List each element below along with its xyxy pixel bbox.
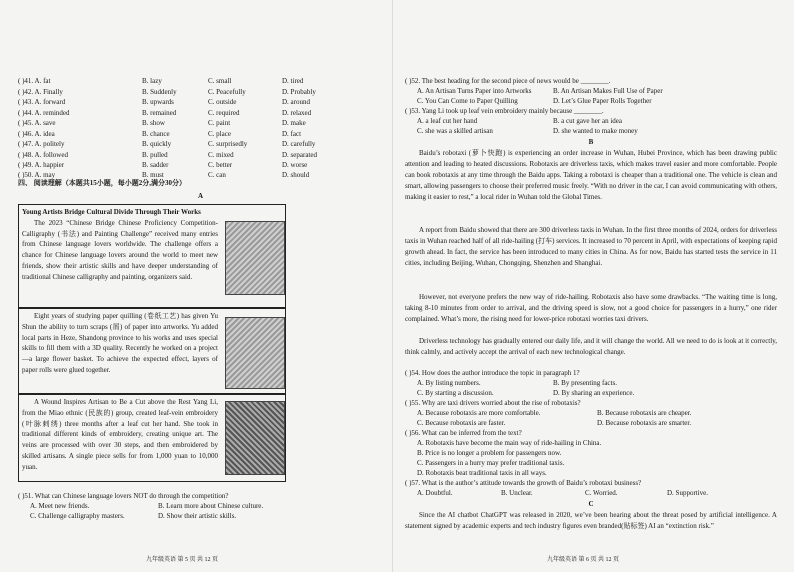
- option-b: B. Suddenly: [142, 87, 177, 96]
- q51-option-d: D. Show their artistic skills.: [158, 512, 237, 520]
- q57-option-a: A. Doubtful.: [417, 489, 453, 497]
- option-a: ( )41. A. fat: [18, 77, 51, 85]
- q54-option-b: B. By presenting facts.: [553, 379, 617, 387]
- q52-option-d: D. Let’s Glue Paper Rolls Together: [553, 97, 652, 105]
- q52-option-a: A. An Artisan Turns Paper into Artworks: [417, 87, 532, 95]
- q56-option-c: C. Passengers in a hurry may prefer traditional taxis.: [417, 459, 565, 467]
- option-a: ( )49. A. happier: [18, 161, 65, 169]
- option-a: ( )45. A. save: [18, 119, 56, 127]
- option-a: ( )46. A. idea: [18, 129, 55, 138]
- option-c: C. outside: [208, 98, 237, 106]
- q52-option-c: C. You Can Come to Paper Quilling: [417, 97, 518, 105]
- calligraphy-painting-image: [225, 221, 285, 295]
- option-b: B. must: [142, 171, 164, 179]
- option-d: D. make: [282, 119, 306, 127]
- q55-option-d: D. Because robotaxis are smarter.: [597, 419, 692, 427]
- option-a: ( )44. A. reminded: [18, 108, 70, 117]
- option-c: C. paint: [208, 119, 231, 127]
- option-d: D. tired: [282, 77, 304, 85]
- page-fold: [392, 0, 393, 572]
- news-box-2: [18, 308, 286, 394]
- option-b: B. sadder: [142, 161, 169, 169]
- question-57-stem: ( )57. What is the author’s attitude towards the growth of Baidu’s robotaxi business?: [405, 479, 642, 487]
- news-3-text: A Wound Inspires Artisan to Be a Cut above the Rest Yang Li, from the Miao ethnic (民族的) group, created leaf-vein embroidery (叶脉刺绣) three months after a leaf cut her hand. She took in traditional different kinds of embroidery, creating unique art. The veins are processed with over 30 steps, and then embroidered by skilled artisans. A single piece sells for from 1,000 yuan to 10,000 yuan.: [22, 398, 218, 471]
- option-c: C. required: [208, 108, 240, 117]
- option-a: ( )48. A. followed: [18, 150, 68, 159]
- option-b: B. upwards: [142, 98, 174, 106]
- option-b: B. show: [142, 119, 165, 127]
- q51-option-b: B. Learn more about Chinese culture.: [158, 502, 264, 510]
- option-a: ( )47. A. politely: [18, 140, 65, 148]
- cloze-option-row: [18, 160, 383, 170]
- q57-option-b: B. Unclear.: [501, 489, 533, 497]
- news-box-3: [18, 394, 286, 482]
- page-footer-right: 九年级英语 第 6 页 共 12 页: [547, 557, 620, 563]
- q56-option-b: B. Price is no longer a problem for passengers now.: [417, 449, 562, 457]
- q55-option-c: C. Because robotaxis are faster.: [417, 419, 506, 427]
- question-56-stem: ( )56. What can be inferred from the text?: [405, 429, 522, 437]
- q57-option-d: D. Supportive.: [667, 489, 709, 497]
- option-b: B. quickly: [142, 140, 172, 148]
- q51-option-c: C. Challenge calligraphy masters.: [30, 512, 125, 520]
- news-1-text: The 2023 “Chinese Bridge Chinese Proficiency Competition-Calligraphy (书法) and Painting Challenge” received many entries from Chinese language lovers worldwide. The challenge offers a chance for Chinese language lovers around the world to meet new friends, show their artistic skills and have deeper understanding of traditional Chinese calligraphy and painting, organizers said.: [22, 218, 218, 281]
- cloze-option-row: [18, 118, 383, 128]
- option-a: ( )50. A. may: [18, 171, 56, 179]
- q55-option-a: A. Because robotaxis are more comfortable.: [417, 409, 541, 417]
- leaf-embroidery-photo: [225, 401, 285, 475]
- option-b: B. chance: [142, 129, 170, 138]
- q57-option-c: C. Worried.: [585, 489, 618, 497]
- option-c: C. better: [208, 161, 233, 169]
- passage-c-paragraph-1: Since the AI chatbot ChatGPT was released in 2020, we’ve been hearing about the threat posed by artificial intelligence. A statement signed by academic experts and tech industry figures even branded(贴标签) AI an “extinction risk.”: [405, 511, 777, 530]
- passage-a-label: A: [197, 192, 204, 200]
- option-c: C. can: [208, 171, 226, 179]
- cloze-option-row: [18, 150, 383, 160]
- cloze-option-row: [18, 108, 383, 118]
- cloze-option-row: [18, 87, 383, 97]
- option-d: D. should: [282, 171, 310, 179]
- option-d: D. separated: [282, 150, 317, 159]
- q56-option-a: A. Robotaxis have become the main way of ride-hailing in China.: [417, 439, 602, 447]
- option-d: D. relaxed: [282, 108, 312, 117]
- option-d: D. Probably: [282, 87, 316, 96]
- q56-option-d: D. Robotaxis beat traditional taxis in all ways.: [417, 469, 547, 477]
- q53-option-a: A. a leaf cut her hand: [417, 117, 478, 125]
- left-page: [18, 0, 383, 572]
- question-53-stem: ( )53. Yang Li took up leaf vein embroidery mainly because ________.: [405, 107, 604, 115]
- news-1-body: [22, 207, 218, 283]
- option-c: C. mixed: [208, 150, 234, 159]
- option-d: D. fact: [282, 129, 302, 138]
- q54-option-a: A. By listing numbers.: [417, 379, 481, 387]
- question-54-stem: ( )54. How does the author introduce the topic in paragraph 1?: [405, 369, 580, 377]
- cloze-option-row: [18, 139, 383, 149]
- q53-option-c: C. she was a skilled artisan: [417, 127, 493, 135]
- option-b: B. remained: [142, 108, 177, 117]
- paper-quilling-photo: [225, 317, 285, 389]
- option-d: D. carefully: [282, 140, 316, 148]
- option-c: C. Peacefully: [208, 87, 246, 96]
- passage-b-paragraph-2: A report from Baidu showed that there are 300 driverless taxis in Wuhan. In the first three months of 2024, orders for driverless taxis in Wuhan reached half of all ride-hailing (打车) services. It increased to 70 percent in April, with expectations of keeping rapid growth ahead. In fact, the service has been introduced to many cities in China. As for now, Baidu has started tests the service in 11 cities, including Beijing, Wuhan, Chongqing, Shenzhen and Shanghai.: [405, 226, 777, 267]
- passage-b-paragraph-4: Driverless technology has gradually entered our daily life, and it will change the world. All we need to do is look at it correctly, think calmly, and actively accept the arrival of each new technological change.: [405, 337, 777, 356]
- news-box-1: [18, 204, 286, 308]
- question-52-stem: ( )52. The best heading for the second piece of news would be ________.: [405, 77, 611, 85]
- option-d: D. around: [282, 98, 310, 106]
- question-51-stem: ( )51. What can Chinese language lovers NOT do through the competition?: [18, 492, 229, 500]
- q54-option-d: D. By sharing an experience.: [553, 389, 635, 397]
- section-title: 四、 阅读理解（本题共15小题，每小题2分,满分30分）: [18, 179, 186, 187]
- q54-option-c: C. By starting a discussion.: [417, 389, 494, 397]
- q52-option-b: B. An Artisan Makes Full Use of Paper: [553, 87, 663, 95]
- option-c: C. place: [208, 129, 231, 138]
- q55-option-b: B. Because robotaxis are cheaper.: [597, 409, 692, 417]
- page-footer-left: 九年级英语 第 5 页 共 12 页: [146, 557, 219, 563]
- passage-b-paragraph-3: However, not everyone prefers the new way of ride-hailing. Robotaxis also have some drawbacks. “The waiting time is long, taking 8-10 minutes from order to arrival, and the driving speed is slow, not a good choice for passengers in a hurry,” one rider complained. What’s more, the rising need for lower-price robotaxi worries taxi drivers.: [405, 293, 777, 323]
- passage-b-label: B: [588, 138, 594, 146]
- option-c: C. small: [208, 77, 232, 85]
- passage-c-label: C: [588, 500, 594, 508]
- cloze-option-row: [18, 129, 383, 139]
- q53-option-d: D. she wanted to make money: [553, 127, 638, 135]
- q51-option-a: A. Meet new friends.: [30, 502, 90, 510]
- option-b: B. lazy: [142, 77, 162, 85]
- option-b: B. pulled: [142, 150, 168, 159]
- passage-b-paragraph-1: Baidu’s robotaxi (萝卜快跑) is experiencing an order increase in Wuhan, Hubei Province, which has been drawing public attention and leading to heated discussions. Robotaxis are driverless taxis, which makes travel easier and more comfortable. People can book robotaxis at any time through the Baidu apps. Taking a robotaxi is cheaper than a traditional one. The vehicle is clean and smart, allowing passengers to choose their preferred music freely. “With no driver in the car, I can avoid communicating with others, making it easier to rest,” a local rider in Wuhan told the Global Times.: [405, 149, 777, 201]
- news-1-title: Young Artists Bridge Cultural Divide Through Their Works: [22, 208, 201, 216]
- q53-option-b: B. a cut gave her an idea: [553, 117, 622, 125]
- cloze-option-row: [18, 97, 383, 107]
- right-page: [405, 0, 777, 572]
- cloze-option-row: [18, 76, 383, 86]
- news-2-text: Eight years of studying paper quilling (卷纸工艺) has given Yu Shun the ability to turn scraps (屑) of paper into artworks. Yu added local parts in Heze, Shandong province to his works and uses special skills to fill them with a 3D quality. Recently he worked on a project—a large flower basket. To achieve the expected effect, layers of paper rolls were glued together.: [22, 312, 218, 374]
- option-d: D. worse: [282, 161, 308, 169]
- option-a: ( )43. A. forward: [18, 98, 66, 106]
- question-55-stem: ( )55. Why are taxi drivers worried about the rise of robotaxis?: [405, 399, 581, 407]
- option-c: C. surprisedly: [208, 140, 248, 148]
- option-a: ( )42. A. Finally: [18, 87, 63, 96]
